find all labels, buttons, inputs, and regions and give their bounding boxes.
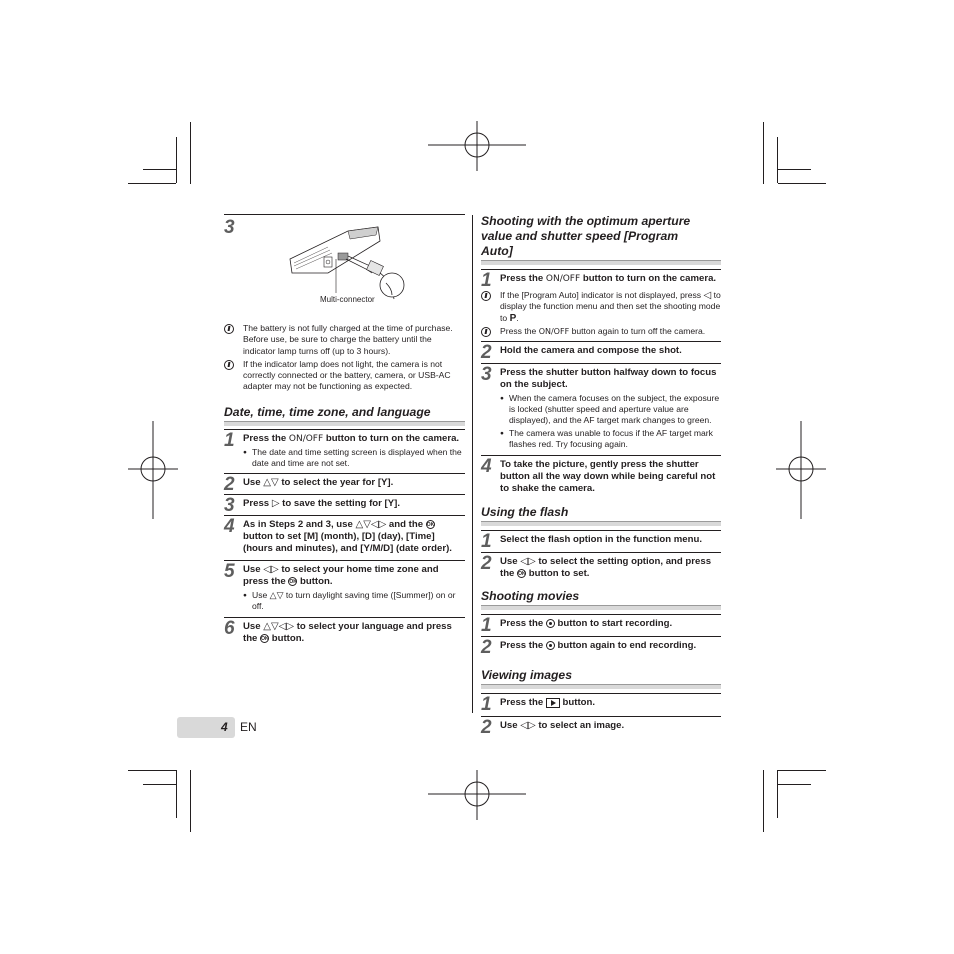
step: 5 Use ◁▷ to select your home time zone and press the OK button. ● Use △▽ to turn daylight saving time ([Summer]) on or off. xyxy=(224,560,465,617)
registration-mark-bottom xyxy=(428,770,526,820)
step: 4 To take the picture, gently press the shutter button all the way down while being careful not to shake the camera. xyxy=(481,455,721,499)
step: 1 Select the flash option in the function menu. xyxy=(481,530,721,552)
crop-mark xyxy=(778,770,826,771)
on-off-button-label: ON/OFF xyxy=(288,433,324,444)
step-number: 1 xyxy=(481,270,492,291)
section-title: Viewing images xyxy=(481,668,572,683)
playback-button-icon xyxy=(546,698,560,708)
step: 1 Press the ON/OFF button to turn on the camera. ● The date and time setting screen is displayed when the date and time are not set. xyxy=(224,429,465,473)
step-number: 2 xyxy=(481,717,492,739)
note: If the indicator lamp does not light, the camera is not correctly connected or the battery, camera, or USB-AC adapter may not be functioning as expected. xyxy=(224,359,465,393)
step-number: 3 xyxy=(224,494,235,516)
page-number: 4 xyxy=(221,720,228,734)
step-number: 1 xyxy=(224,429,235,451)
program-auto-section xyxy=(481,214,721,499)
step: 2 Press the button again to end recording. xyxy=(481,636,721,656)
bullet-item: ● The camera was unable to focus if the AF target mark flashes red. Try focusing again. xyxy=(500,428,721,450)
step-number: 3 xyxy=(224,217,235,238)
right-arrow-icon: ▷ xyxy=(271,497,280,509)
note: Press the ON/OFF button again to turn off the camera. xyxy=(481,326,721,337)
step-number: 1 xyxy=(481,615,492,637)
crop-mark xyxy=(778,183,826,184)
caution-icon xyxy=(481,291,491,301)
left-arrow-icon: ◁ xyxy=(703,290,712,301)
program-mode-icon: P xyxy=(509,312,517,324)
date-time-section xyxy=(224,405,465,649)
camera-connector-illustration xyxy=(288,223,418,303)
registration-mark-left xyxy=(128,421,178,519)
bullet-item: ● Use △▽ to turn daylight saving time ([Summer]) on or off. xyxy=(243,590,465,612)
step-number: 4 xyxy=(481,456,492,478)
crop-mark xyxy=(176,137,177,183)
crop-mark xyxy=(763,122,764,184)
step: 3 Press ▷ to save the setting for [Y]. xyxy=(224,494,465,515)
bullet-item: ● The date and time setting screen is displayed when the date and time are not set. xyxy=(243,447,465,469)
section-title: Using the flash xyxy=(481,505,569,520)
step: 4 As in Steps 2 and 3, use △▽◁▷ and the OK button to set [M] (month), [D] (day), [Time] (hours and minutes), and [Y/M/D] (date order). xyxy=(224,515,465,560)
step-number: 1 xyxy=(481,531,492,553)
section-title: Shooting movies xyxy=(481,589,580,604)
crop-mark xyxy=(128,183,176,184)
ok-button-icon: OK xyxy=(426,521,435,528)
section-rule xyxy=(481,521,721,526)
step-number: 1 xyxy=(481,694,492,716)
section-rule xyxy=(481,260,721,265)
up-down-arrow-icon: △▽ xyxy=(269,589,284,600)
left-right-arrow-icon: ◁▷ xyxy=(520,720,536,732)
step: 2 Hold the camera and compose the shot. xyxy=(481,341,721,363)
flash-section xyxy=(481,505,721,584)
step: 1 Press the button. xyxy=(481,693,721,716)
language-label: EN xyxy=(240,720,257,734)
on-off-button-label: ON/OFF xyxy=(538,326,570,336)
section-title: Shooting with the optimum aperture value and shutter speed [Program Auto] xyxy=(481,214,691,258)
ok-button-icon: OK xyxy=(289,578,297,585)
bullet-item: ● When the camera focuses on the subject, the exposure is locked (shutter speed and aperture value are displayed), and the AF target mark changes to green. xyxy=(500,393,721,426)
ok-button-icon: OK xyxy=(518,571,526,578)
step-3-figure xyxy=(224,214,465,319)
crop-mark xyxy=(190,770,191,832)
step-number: 2 xyxy=(481,637,492,659)
movie-record-icon xyxy=(546,641,555,650)
crop-mark xyxy=(143,784,177,785)
ok-button-icon: OK xyxy=(261,635,269,642)
crop-mark xyxy=(777,137,778,183)
column-separator xyxy=(472,215,473,713)
crop-mark xyxy=(143,169,177,170)
step: 2 Use △▽ to select the year for [Y]. xyxy=(224,473,465,494)
step-number: 2 xyxy=(481,342,492,364)
step-number: 2 xyxy=(224,473,235,495)
step: 2 Use ◁▷ to select the setting option, and press the OK button to set. xyxy=(481,552,721,584)
section-title: Date, time, time zone, and language xyxy=(224,404,431,419)
step-number: 2 xyxy=(481,553,492,575)
crop-mark xyxy=(763,770,764,832)
step-number: 3 xyxy=(481,364,492,386)
caution-icon xyxy=(481,327,491,337)
arrow-keys-icon: △▽◁▷ xyxy=(355,518,387,530)
figure-caption: Multi-connector xyxy=(320,295,375,304)
caution-icon xyxy=(224,360,234,370)
on-off-button-label: ON/OFF xyxy=(545,274,581,284)
arrow-keys-icon: △▽ xyxy=(263,476,279,488)
section-rule xyxy=(481,605,721,610)
step: 1 Press the ON/OFF button to turn on the camera. xyxy=(481,269,721,288)
left-column xyxy=(224,214,465,649)
step: 3 Press the shutter button halfway down to focus on the subject. ● When the camera focuses on the subject, the exposure is locked (shutter speed and aperture value are displayed), and the AF target mark changes to green. ● The camera was unable to focus if the AF target mark flashes red. Try focusing again. xyxy=(481,363,721,455)
movie-record-icon xyxy=(546,619,555,628)
crop-mark xyxy=(777,784,811,785)
crop-mark xyxy=(777,770,778,818)
crop-mark xyxy=(176,770,177,818)
step: 2 Use ◁▷ to select an image. xyxy=(481,716,721,735)
step-number: 5 xyxy=(224,560,235,582)
crop-mark xyxy=(777,169,811,170)
right-column xyxy=(481,214,721,739)
left-right-arrow-icon: ◁▷ xyxy=(263,563,279,575)
registration-mark-right xyxy=(776,421,826,519)
crop-mark xyxy=(128,770,176,771)
section-rule xyxy=(224,421,465,426)
step: 1 Press the button to start recording. xyxy=(481,614,721,636)
step-number: 4 xyxy=(224,515,235,537)
viewing-section xyxy=(481,668,721,739)
note: The battery is not fully charged at the time of purchase. Before use, be sure to charge the battery until the indicator lamp turns off (up to 3 hours). xyxy=(224,323,465,357)
caution-icon xyxy=(224,324,234,334)
arrow-keys-icon: △▽◁▷ xyxy=(263,620,295,632)
step: 6 Use △▽◁▷ to select your language and press the OK button. xyxy=(224,617,465,649)
left-right-arrow-icon: ◁▷ xyxy=(520,556,536,568)
movies-section xyxy=(481,589,721,659)
step-number: 6 xyxy=(224,617,235,639)
registration-mark-top xyxy=(428,121,526,171)
crop-mark xyxy=(190,122,191,184)
section-rule xyxy=(481,684,721,689)
note: If the [Program Auto] indicator is not displayed, press ◁ to display the function menu and then set the shooting mode to P. xyxy=(481,290,721,324)
